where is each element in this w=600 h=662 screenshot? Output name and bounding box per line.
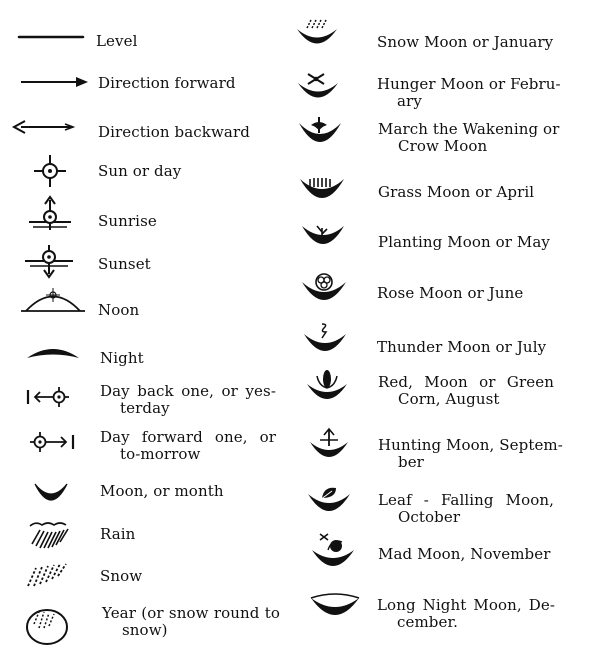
- label-line: Night: [100, 349, 144, 367]
- corn-moon-icon: [305, 368, 349, 406]
- sunrise-icon: [28, 196, 72, 234]
- thunder-moon-icon: [302, 322, 348, 358]
- label-leaf-falling-moon: [378, 492, 554, 526]
- sunset-icon: [24, 244, 74, 278]
- label-line: Direction backward: [98, 123, 250, 141]
- label-line: Mad Moon, November: [378, 545, 551, 563]
- label-line: cember.: [397, 613, 458, 631]
- label-line: Moon, or month: [100, 482, 224, 500]
- leaf-falling-moon-icon: [306, 484, 352, 520]
- moon-icon: [33, 482, 69, 504]
- planting-moon-icon: [300, 220, 346, 252]
- label-line: snow): [122, 621, 168, 639]
- label-line: Grass Moon or April: [378, 183, 535, 201]
- label-line: Level: [96, 32, 138, 50]
- label-thunder-moon: [377, 339, 546, 356]
- rose-moon-icon: [300, 270, 348, 306]
- rain-icon: [28, 520, 72, 550]
- snow-moon-icon: [295, 18, 339, 50]
- level-line-icon: [18, 33, 84, 41]
- label-line: Day forward one, or: [100, 428, 276, 446]
- label-grass-moon: [378, 184, 534, 201]
- label-line: Sunrise: [98, 212, 157, 230]
- label-year: [102, 605, 280, 639]
- label-snow-moon: [377, 34, 553, 51]
- label-wakening-moon: [378, 120, 560, 155]
- label-corn-moon: [378, 374, 554, 408]
- wakening-moon-icon: [297, 115, 343, 151]
- label-line: Corn, August: [398, 390, 500, 408]
- snow-icon: [26, 562, 70, 588]
- label-rose-moon: [377, 285, 523, 302]
- hunting-moon-icon: [308, 428, 350, 464]
- label-planting-moon: [378, 234, 550, 251]
- long-night-moon-icon: [310, 592, 360, 624]
- label-line: Year (or snow round to: [102, 604, 280, 622]
- label-sun-or-day: [98, 163, 181, 180]
- label-line: Rose Moon or June: [377, 284, 524, 302]
- label-long-night-moon: [377, 597, 555, 631]
- label-line: Leaf - Falling Moon,: [378, 491, 554, 509]
- label-line: Hunting Moon, Septem-: [378, 436, 563, 454]
- label-line: Thunder Moon or July: [377, 338, 547, 356]
- label-sunrise: [98, 213, 157, 230]
- label-line: Crow Moon: [398, 137, 488, 155]
- label-noon: [98, 302, 139, 319]
- label-line: to-morrow: [120, 445, 201, 463]
- tomorrow-icon: [28, 430, 78, 454]
- hunger-moon-icon: [296, 70, 340, 104]
- grass-moon-icon: [298, 175, 346, 205]
- label-line: Rain: [100, 525, 136, 543]
- label-line: Day back one, or yes-: [100, 382, 276, 400]
- label-yesterday: [100, 383, 276, 417]
- label-sunset: [98, 256, 151, 273]
- label-rain: [100, 526, 135, 543]
- label-line: Sun or day: [98, 162, 182, 180]
- sun-icon: [33, 154, 67, 188]
- label-direction-forward: [98, 75, 236, 92]
- mad-moon-icon: [310, 530, 356, 572]
- label-line: Long Night Moon, De-: [377, 596, 555, 614]
- label-line: ber: [398, 453, 424, 471]
- label-hunting-moon: [378, 436, 563, 471]
- label-line: Planting Moon or May: [378, 233, 550, 251]
- label-mad-moon: [378, 546, 550, 563]
- label-tomorrow: [100, 429, 276, 463]
- night-icon: [26, 345, 80, 359]
- noon-icon: [20, 286, 86, 314]
- label-line: October: [398, 508, 461, 526]
- arrow-backward-icon: [13, 120, 75, 134]
- label-line: Red, Moon or Green: [378, 373, 554, 391]
- label-line: Snow: [100, 567, 143, 585]
- label-line: Direction forward: [98, 74, 236, 92]
- label-line: Snow Moon or January: [377, 33, 554, 51]
- yesterday-icon: [25, 385, 73, 409]
- label-night: [100, 350, 144, 367]
- label-snow: [100, 568, 142, 585]
- label-hunger-moon: [377, 75, 561, 110]
- label-line: March the Wakening or: [378, 120, 560, 138]
- label-direction-backward: [98, 124, 250, 141]
- label-line: Noon: [98, 301, 140, 319]
- arrow-forward-icon: [20, 76, 90, 88]
- label-line: Hunger Moon or Febru-: [377, 75, 561, 93]
- year-icon: [24, 604, 70, 646]
- label-moon-or-month: [100, 483, 224, 500]
- label-level: [96, 33, 138, 50]
- label-line: Sunset: [98, 255, 151, 273]
- label-line: terday: [120, 399, 170, 417]
- label-line: ary: [397, 92, 422, 110]
